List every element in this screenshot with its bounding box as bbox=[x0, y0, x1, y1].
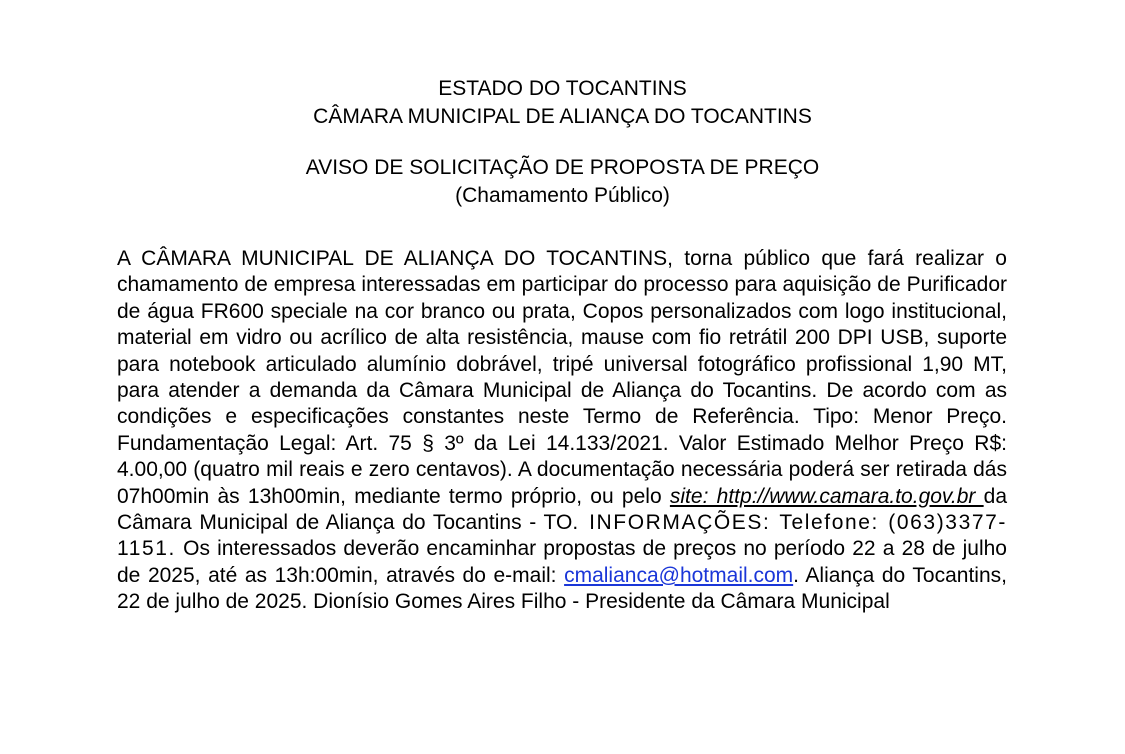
notice-title: AVISO DE SOLICITAÇÃO DE PROPOSTA DE PREÇO bbox=[305, 156, 820, 179]
body-text-part-3: Os interessados deverão encaminhar propostas de preços no período 22 a 28 de julho de 2025, até as 13h:00min, através do e-mail: bbox=[117, 537, 1007, 587]
info-phone: . INFORMAÇÕES: Telefone: (063)3377-1151. bbox=[117, 511, 1008, 561]
site-link[interactable]: site: http://www.camara.to.gov.br bbox=[669, 484, 984, 508]
notice-subtitle: (Chamamento Público) bbox=[455, 184, 670, 207]
body-text-part-2: da Câmara Municipal de Aliança do Tocantins - TO bbox=[117, 484, 1007, 535]
notice-body bbox=[117, 246, 1007, 616]
chamber-heading: CÂMARA MUNICIPAL DE ALIANÇA DO TOCANTINS bbox=[313, 105, 812, 128]
header-block bbox=[0, 75, 1125, 131]
state-heading: ESTADO DO TOCANTINS bbox=[438, 77, 687, 100]
notice-title-block bbox=[0, 154, 1125, 210]
body-text-part-1: A CÂMARA MUNICIPAL DE ALIANÇA DO TOCANTINS, torna público que fará realizar o chamamento de empresa interessadas em participar do processo para aquisição de Purificador de água FR600 speciale na cor branco ou prata, Copos personalizados com logo institucional, material em vidro ou acrílico de alta resistência, mause com fio retrátil 200 DPI USB, suporte para notebook articulado alumínio dobrável, tripé universal fotográfico profissional 1,90 MT, para atender a demanda da Câmara Municipal de Aliança do Tocantins. De acordo com as condições e especificações constantes neste Termo de Referência. Tipo: Menor Preço. Fundamentação Legal: Art. 75 § 3º da Lei 14.133/2021. Valor Estimado Melhor Preço R$: 4.00,00 (quatro mil reais e zero centavos). A documentação necessária poderá ser retirada dás 07h00min às 13h00min, mediante termo próprio, ou pelo bbox=[117, 247, 1007, 508]
email-link[interactable]: cmalianca@hotmail.com bbox=[564, 563, 794, 587]
body-text-part-4: . Aliança do Tocantins, 22 de julho de 2025. Dionísio Gomes Aires Filho - Presidente da Câmara Municipal bbox=[117, 563, 1007, 614]
